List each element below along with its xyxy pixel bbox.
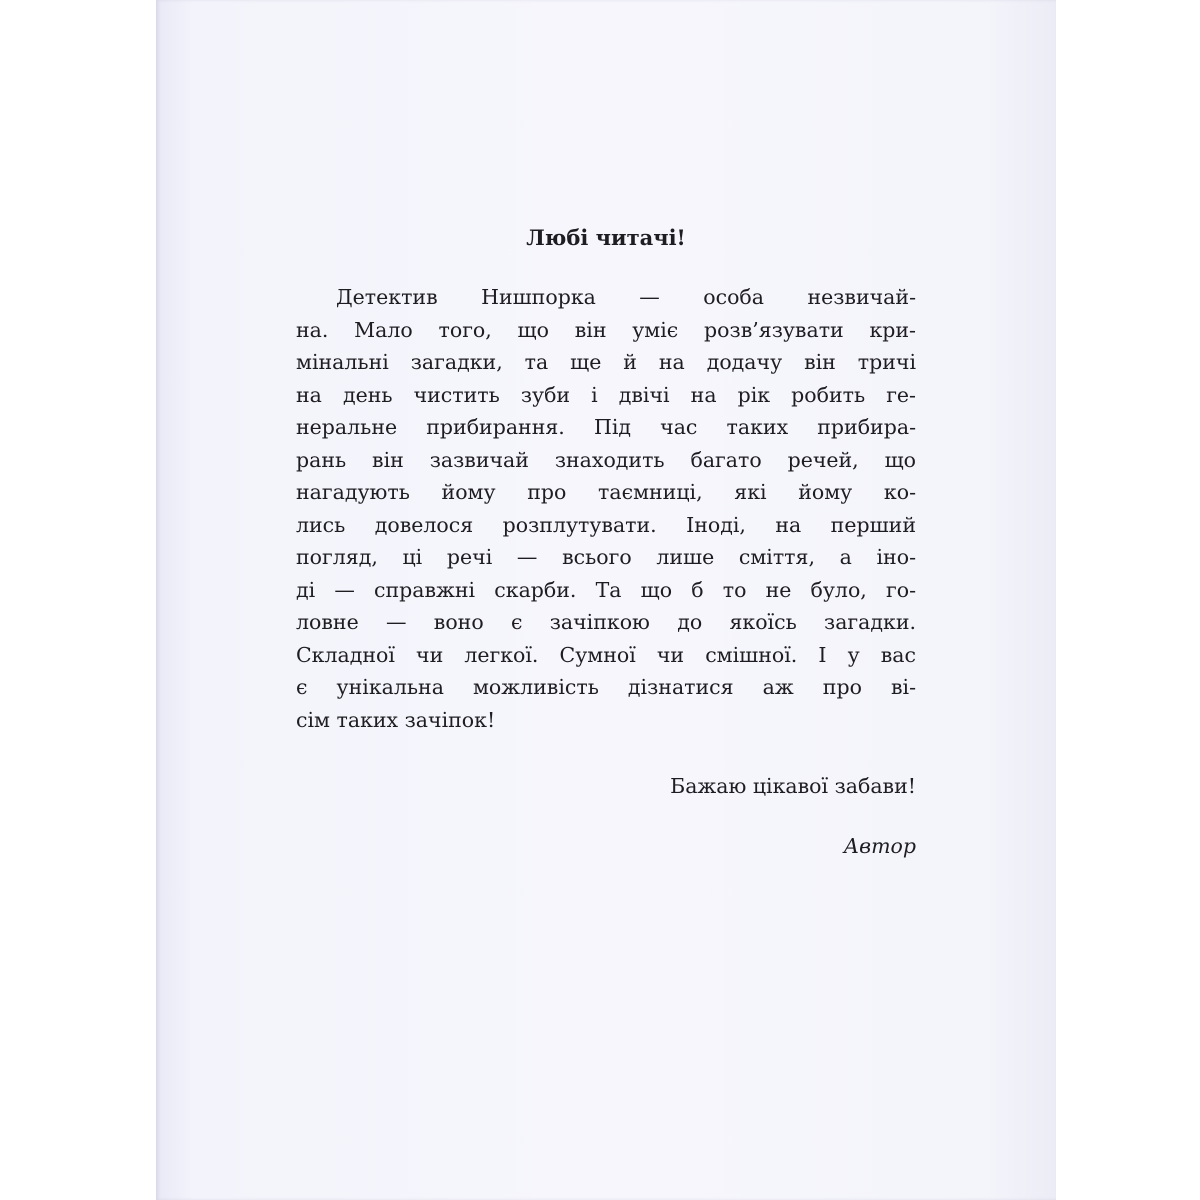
paragraph-line: Детектив Нишпорка — особа незвичай- (336, 285, 916, 309)
book-page (156, 0, 1056, 1200)
paragraph-line: на день чистить зуби і двічі на рік робить ге- (296, 382, 916, 407)
paragraph-line: погляд, ці речі — всього лише сміття, а іно- (296, 545, 916, 569)
paragraph-line: є унікальна можливість дізнатися аж про ві- (296, 675, 916, 699)
closing-wish: Бажаю цікавої забави! (670, 774, 916, 798)
paragraph-line: рань він зазвичай знаходить багато речей, що (296, 447, 916, 472)
paragraph-line: неральне прибирання. Під час таких прибира- (296, 415, 916, 439)
paragraph-line: Складної чи легкої. Сумної чи смішної. І у вас (296, 642, 916, 667)
author-signature: Автор (843, 834, 916, 858)
paragraph-line: ді — справжні скарби. Та що б то не було, го- (296, 577, 916, 602)
paragraph-line: сім таких зачіпок! (296, 707, 496, 732)
intro-paragraph (296, 281, 916, 736)
paragraph-line: нагадують йому про таємниці, які йому ко- (296, 480, 916, 504)
paragraph-line: на. Мало того, що він уміє розв’язувати кри- (296, 317, 916, 342)
page-content (296, 225, 916, 860)
paragraph-line: мінальні загадки, та ще й на додачу він тричі (296, 350, 916, 374)
page-heading: Любі читачі! (526, 225, 686, 250)
paragraph-line: ловне — воно є зачіпкою до якоїсь загадки. (296, 610, 916, 634)
paragraph-line: лись довелося розплутувати. Іноді, на перший (296, 512, 916, 537)
